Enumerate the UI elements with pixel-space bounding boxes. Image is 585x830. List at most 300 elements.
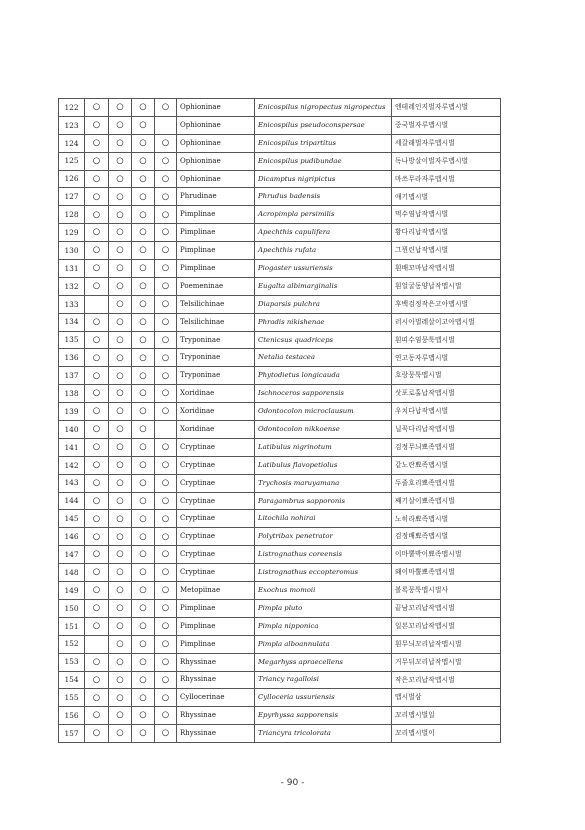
korean-name-cell: 연고동자루맵시벌 (392, 349, 501, 367)
korean-name-cell: 황다리납작맵시벌 (392, 224, 501, 242)
subfamily-cell: Cryptinae (177, 564, 255, 582)
row-number: 148 (59, 564, 85, 582)
presence-mark-3: ○ (132, 546, 155, 564)
presence-mark-2: ○ (109, 510, 132, 528)
presence-mark-1: ○ (85, 456, 109, 474)
row-number: 133 (59, 295, 85, 313)
scientific-name-cell: Ctenicsus quadriceps (255, 331, 392, 349)
korean-name-cell: 삿포로홀납작맵시벌 (392, 385, 501, 403)
presence-mark-1: ○ (85, 349, 109, 367)
presence-mark-2: ○ (109, 206, 132, 224)
presence-mark-1: ○ (85, 492, 109, 510)
presence-mark-2: ○ (109, 438, 132, 456)
scientific-name-cell: Apechthis rufata (255, 242, 392, 260)
presence-mark-2: ○ (109, 653, 132, 671)
presence-mark-1: ○ (85, 528, 109, 546)
table-row (59, 331, 501, 349)
presence-mark-1: ○ (85, 653, 109, 671)
presence-mark-3: ○ (132, 438, 155, 456)
table-row (59, 707, 501, 725)
korean-name-cell: 같노란뾰족맵시벌 (392, 456, 501, 474)
row-number: 126 (59, 170, 85, 188)
presence-mark-1: ○ (85, 582, 109, 600)
presence-mark-4: ○ (155, 295, 177, 313)
presence-mark-1: ○ (85, 134, 109, 152)
table-row (59, 528, 501, 546)
row-number: 153 (59, 653, 85, 671)
presence-mark-3: ○ (132, 134, 155, 152)
presence-mark-3: ○ (132, 456, 155, 474)
presence-mark-3: ○ (132, 492, 155, 510)
presence-mark-3: ○ (132, 295, 155, 313)
row-number: 140 (59, 421, 85, 439)
scientific-name-cell: Trychosis maruyamana (255, 474, 392, 492)
korean-name-cell: 꼬리맵시벌이 (392, 725, 501, 743)
scientific-name-cell (255, 99, 392, 117)
row-number: 127 (59, 188, 85, 206)
korean-name-cell: 일본꼬리납작맵시벌 (392, 617, 501, 635)
presence-mark-3: ○ (132, 403, 155, 421)
korean-name-cell: 흰무늬꼬리납작맵시벌 (392, 635, 501, 653)
presence-mark-3: ○ (132, 152, 155, 170)
presence-mark-1: ○ (85, 260, 109, 278)
presence-mark-3: ○ (132, 617, 155, 635)
korean-name-cell: 노히라뾰족맵시벌 (392, 510, 501, 528)
table-row (59, 134, 501, 152)
scientific-name-cell: Cylloceria ussuriensis (255, 689, 392, 707)
table-row (59, 367, 501, 385)
scientific-name-cell: Triancyra tricolorata (255, 725, 392, 743)
presence-mark-2: ○ (109, 582, 132, 600)
presence-mark-3: ○ (132, 277, 155, 295)
row-number: 152 (59, 635, 85, 653)
row-number: 124 (59, 134, 85, 152)
table-row (59, 260, 501, 278)
korean-name-cell: 엔테레인지벌자루맵시벌 (392, 99, 501, 117)
presence-mark-3: ○ (132, 528, 155, 546)
table-row (59, 635, 501, 653)
presence-mark-4: ○ (155, 349, 177, 367)
subfamily-cell: Cryptinae (177, 528, 255, 546)
subfamily-cell: Rhyssinae (177, 725, 255, 743)
row-number: 137 (59, 367, 85, 385)
korean-name-cell: 거무뒤꼬리납작맵시벌 (392, 653, 501, 671)
table-row (59, 349, 501, 367)
presence-mark-2: ○ (109, 331, 132, 349)
presence-mark-3: ○ (132, 331, 155, 349)
row-number: 138 (59, 385, 85, 403)
row-number: 147 (59, 546, 85, 564)
presence-mark-1: ○ (85, 99, 109, 117)
subfamily-cell: Telsilichinae (177, 313, 255, 331)
presence-mark-2: ○ (109, 617, 132, 635)
presence-mark-1 (85, 635, 109, 653)
table-row (59, 206, 501, 224)
table-row (59, 385, 501, 403)
korean-name-cell: 맵시벌삼 (392, 689, 501, 707)
scientific-name-cell: Listrognathus coreensis (255, 546, 392, 564)
subfamily-cell: Pimplinae (177, 206, 255, 224)
table-row (59, 295, 501, 313)
subfamily-cell: Pimplinae (177, 242, 255, 260)
row-number: 156 (59, 707, 85, 725)
scientific-name-cell: Paragambrus sapporonis (255, 492, 392, 510)
presence-mark-3: ○ (132, 260, 155, 278)
subfamily-cell: Ophioninae (177, 99, 255, 117)
row-number: 142 (59, 456, 85, 474)
presence-mark-3: ○ (132, 349, 155, 367)
row-number: 135 (59, 331, 85, 349)
row-number: 149 (59, 582, 85, 600)
presence-mark-2: ○ (109, 456, 132, 474)
presence-mark-1: ○ (85, 707, 109, 725)
presence-mark-2: ○ (109, 671, 132, 689)
presence-mark-2: ○ (109, 188, 132, 206)
subfamily-cell: Cyllocerinae (177, 689, 255, 707)
presence-mark-4: ○ (155, 564, 177, 582)
presence-mark-2: ○ (109, 367, 132, 385)
scientific-name-cell: Diaparsis pulchra (255, 295, 392, 313)
presence-mark-2: ○ (109, 689, 132, 707)
presence-mark-2: ○ (109, 134, 132, 152)
table-row (59, 170, 501, 188)
presence-mark-1: ○ (85, 277, 109, 295)
table-row (59, 403, 501, 421)
presence-mark-1: ○ (85, 725, 109, 743)
korean-name-cell: 흰얼굴동양납작맵시벌 (392, 277, 501, 295)
row-number: 145 (59, 510, 85, 528)
row-number: 154 (59, 671, 85, 689)
table-row (59, 617, 501, 635)
subfamily-cell: Cryptinae (177, 456, 255, 474)
presence-mark-2: ○ (109, 546, 132, 564)
subfamily-cell: Poemeninae (177, 277, 255, 295)
presence-mark-4: ○ (155, 331, 177, 349)
presence-mark-4: ○ (155, 188, 177, 206)
presence-mark-4: ○ (155, 99, 177, 117)
scientific-name-cell: Phrudus badensis (255, 188, 392, 206)
subfamily-cell: Rhyssinae (177, 671, 255, 689)
presence-mark-4: ○ (155, 224, 177, 242)
presence-mark-3: ○ (132, 421, 155, 439)
presence-mark-2: ○ (109, 528, 132, 546)
scientific-name-cell: Pimpla nipponica (255, 617, 392, 635)
presence-mark-2: ○ (109, 170, 132, 188)
scientific-name-cell: Ischnoceros sapporensis (255, 385, 392, 403)
presence-mark-1: ○ (85, 385, 109, 403)
table-row (59, 546, 501, 564)
presence-mark-4: ○ (155, 206, 177, 224)
presence-mark-3: ○ (132, 474, 155, 492)
subfamily-cell: Ophioninae (177, 116, 255, 134)
subfamily-cell: Tryponinae (177, 331, 255, 349)
table-row (59, 653, 501, 671)
presence-mark-4: ○ (155, 313, 177, 331)
scientific-name-cell: Odontocolon nikkoense (255, 421, 392, 439)
presence-mark-3: ○ (132, 367, 155, 385)
presence-mark-4: ○ (155, 635, 177, 653)
presence-mark-4: ○ (155, 582, 177, 600)
presence-mark-3: ○ (132, 188, 155, 206)
subfamily-cell: Cryptinae (177, 546, 255, 564)
presence-mark-3: ○ (132, 99, 155, 117)
subfamily-cell: Metopiinae (177, 582, 255, 600)
korean-name-cell: 중국벌자루맵시벌 (392, 116, 501, 134)
row-number: 130 (59, 242, 85, 260)
table-row (59, 492, 501, 510)
subfamily-cell: Cryptinae (177, 510, 255, 528)
presence-mark-1: ○ (85, 546, 109, 564)
korean-name-cell: 검정무늬뾰족맵시벌 (392, 438, 501, 456)
table-row (59, 421, 501, 439)
presence-mark-4: ○ (155, 725, 177, 743)
presence-mark-3: ○ (132, 653, 155, 671)
presence-mark-4: ○ (155, 367, 177, 385)
scientific-name-cell: Phradis nikishenae (255, 313, 392, 331)
scientific-name-cell: Pimpla alboannulata (255, 635, 392, 653)
korean-name-cell: 꼬리맵시벌일 (392, 707, 501, 725)
presence-mark-1: ○ (85, 403, 109, 421)
presence-mark-4: ○ (155, 510, 177, 528)
presence-mark-1: ○ (85, 188, 109, 206)
presence-mark-1: ○ (85, 367, 109, 385)
presence-mark-2: ○ (109, 295, 132, 313)
presence-mark-4: ○ (155, 385, 177, 403)
presence-mark-3: ○ (132, 689, 155, 707)
korean-name-cell: 먹수염납작맵시벌 (392, 206, 501, 224)
presence-mark-1: ○ (85, 510, 109, 528)
table-row (59, 188, 501, 206)
presence-mark-1: ○ (85, 152, 109, 170)
scientific-name-cell: Piogaster ussuriensis (255, 260, 392, 278)
row-number: 155 (59, 689, 85, 707)
presence-mark-3: ○ (132, 224, 155, 242)
korean-name-cell: 독나방살이벌자루맵시벌 (392, 152, 501, 170)
presence-mark-3: ○ (132, 564, 155, 582)
presence-mark-3: ○ (132, 116, 155, 134)
row-number: 134 (59, 313, 85, 331)
row-number: 151 (59, 617, 85, 635)
korean-name-cell: 왜이마뿔뾰족맵시벌 (392, 564, 501, 582)
subfamily-cell: Pimplinae (177, 617, 255, 635)
presence-mark-1 (85, 295, 109, 313)
table-row (59, 671, 501, 689)
scientific-name-cell: Enicospilus pudibundae (255, 152, 392, 170)
subfamily-cell: Rhyssinae (177, 653, 255, 671)
table-row (59, 99, 501, 117)
korean-name-cell: 애기맵시벌 (392, 188, 501, 206)
table-row (59, 277, 501, 295)
scientific-name-cell: Polytribax penetrator (255, 528, 392, 546)
scientific-name-cell: Apechthis capulifera (255, 224, 392, 242)
subfamily-cell: Pimplinae (177, 599, 255, 617)
subfamily-cell: Telsilichinae (177, 295, 255, 313)
scientific-name-cell: Pimpla pluto (255, 599, 392, 617)
presence-mark-4: ○ (155, 653, 177, 671)
korean-name-cell: 후백검정작은고아맵시벌 (392, 295, 501, 313)
table-row (59, 242, 501, 260)
presence-mark-4: ○ (155, 170, 177, 188)
presence-mark-4: ○ (155, 599, 177, 617)
presence-mark-1: ○ (85, 170, 109, 188)
presence-mark-2: ○ (109, 635, 132, 653)
presence-mark-2: ○ (109, 474, 132, 492)
presence-mark-2: ○ (109, 242, 132, 260)
presence-mark-1: ○ (85, 438, 109, 456)
presence-mark-3: ○ (132, 671, 155, 689)
presence-mark-2: ○ (109, 564, 132, 582)
row-number: 132 (59, 277, 85, 295)
subfamily-cell: Xoridinae (177, 385, 255, 403)
korean-name-cell: 두줄호리뾰족맵시벌 (392, 474, 501, 492)
scientific-name-cell: Latibulus nigrinotum (255, 438, 392, 456)
presence-mark-2: ○ (109, 725, 132, 743)
presence-mark-2: ○ (109, 492, 132, 510)
presence-mark-3: ○ (132, 242, 155, 260)
presence-mark-4: ○ (155, 474, 177, 492)
presence-mark-2: ○ (109, 403, 132, 421)
korean-name-cell: 검정배뾰족맵시벌 (392, 528, 501, 546)
row-number: 123 (59, 116, 85, 134)
subfamily-cell: Cryptinae (177, 438, 255, 456)
subfamily-cell: Pimplinae (177, 224, 255, 242)
presence-mark-1: ○ (85, 242, 109, 260)
presence-mark-3: ○ (132, 385, 155, 403)
table-row (59, 564, 501, 582)
subfamily-cell: Xoridinae (177, 403, 255, 421)
presence-mark-3: ○ (132, 725, 155, 743)
scientific-name-cell: Listrognathus eccopteromus (255, 564, 392, 582)
table-row (59, 599, 501, 617)
table-row (59, 224, 501, 242)
presence-mark-2: ○ (109, 277, 132, 295)
scientific-name-cell: Odontocolon microclausum (255, 403, 392, 421)
row-number: 131 (59, 260, 85, 278)
korean-name-cell: 끝남꼬리납작맵시벌 (392, 599, 501, 617)
korean-name-cell: 볼록뭉툭맵시벌사 (392, 582, 501, 600)
korean-name-cell: 닐꼭다리납작맵시벌 (392, 421, 501, 439)
presence-mark-2: ○ (109, 152, 132, 170)
table-row (59, 438, 501, 456)
row-number: 143 (59, 474, 85, 492)
species-table (58, 98, 501, 743)
presence-mark-4 (155, 421, 177, 439)
presence-mark-4: ○ (155, 277, 177, 295)
subfamily-cell: Tryponinae (177, 349, 255, 367)
scientific-name-cell: Netalia testacea (255, 349, 392, 367)
presence-mark-3: ○ (132, 206, 155, 224)
scientific-name-cell: Triancy ragalloisi (255, 671, 392, 689)
scientific-name-cell: Exochus momoii (255, 582, 392, 600)
presence-mark-4: ○ (155, 456, 177, 474)
scientific-name-text: Enicospilus nigropectus nigropectus (258, 103, 386, 112)
subfamily-cell: Pimplinae (177, 260, 255, 278)
row-number: 141 (59, 438, 85, 456)
korean-name-cell: 마쓰무라자루맵시벌 (392, 170, 501, 188)
table-row (59, 582, 501, 600)
presence-mark-4: ○ (155, 492, 177, 510)
row-number: 146 (59, 528, 85, 546)
subfamily-cell: Cryptinae (177, 474, 255, 492)
presence-mark-2: ○ (109, 349, 132, 367)
korean-name-cell: 호랑뭉툭맵시벌 (392, 367, 501, 385)
scientific-name-cell: Phytodietus longicauda (255, 367, 392, 385)
presence-mark-3: ○ (132, 582, 155, 600)
subfamily-cell: Pimplinae (177, 635, 255, 653)
scientific-name-cell: Latibulus flavopetiolus (255, 456, 392, 474)
presence-mark-4: ○ (155, 528, 177, 546)
table-row (59, 313, 501, 331)
row-number: 136 (59, 349, 85, 367)
korean-name-cell: 이마뿔박이뾰족맵시벌 (392, 546, 501, 564)
presence-mark-4 (155, 116, 177, 134)
subfamily-cell: Rhyssinae (177, 707, 255, 725)
row-number: 157 (59, 725, 85, 743)
presence-mark-1: ○ (85, 599, 109, 617)
table-row (59, 725, 501, 743)
presence-mark-1: ○ (85, 421, 109, 439)
scientific-name-cell: Epyrhyssa sapporensis (255, 707, 392, 725)
korean-name-cell: 작은꼬리납작맵시벌 (392, 671, 501, 689)
subfamily-cell: Tryponinae (177, 367, 255, 385)
korean-name-cell: 흰배꼬마납작맵시벌 (392, 260, 501, 278)
presence-mark-2: ○ (109, 421, 132, 439)
presence-mark-4: ○ (155, 438, 177, 456)
presence-mark-2: ○ (109, 707, 132, 725)
presence-mark-3: ○ (132, 599, 155, 617)
scientific-name-cell: Litochila nohirai (255, 510, 392, 528)
page-number: - 90 - (280, 778, 305, 788)
korean-name-cell: 우치다납작맵시벌 (392, 403, 501, 421)
presence-mark-1: ○ (85, 206, 109, 224)
row-number: 139 (59, 403, 85, 421)
row-number: 128 (59, 206, 85, 224)
table-row (59, 510, 501, 528)
scientific-name-cell: Acropimpla persimilis (255, 206, 392, 224)
subfamily-cell: Cryptinae (177, 492, 255, 510)
presence-mark-2: ○ (109, 260, 132, 278)
subfamily-cell: Ophioninae (177, 134, 255, 152)
presence-mark-3: ○ (132, 707, 155, 725)
row-number: 125 (59, 152, 85, 170)
presence-mark-1: ○ (85, 313, 109, 331)
presence-mark-4: ○ (155, 689, 177, 707)
table-row (59, 474, 501, 492)
table-row (59, 456, 501, 474)
presence-mark-3: ○ (132, 313, 155, 331)
table-row (59, 689, 501, 707)
presence-mark-1: ○ (85, 689, 109, 707)
species-table-body (59, 99, 501, 743)
subfamily-cell: Xoridinae (177, 421, 255, 439)
presence-mark-1: ○ (85, 224, 109, 242)
presence-mark-1: ○ (85, 116, 109, 134)
row-number: 122 (59, 99, 85, 117)
presence-mark-3: ○ (132, 170, 155, 188)
presence-mark-2: ○ (109, 116, 132, 134)
presence-mark-3: ○ (132, 510, 155, 528)
presence-mark-4: ○ (155, 617, 177, 635)
korean-name-cell: 째기살이뾰족맵시벌 (392, 492, 501, 510)
presence-mark-2: ○ (109, 99, 132, 117)
subfamily-cell: Ophioninae (177, 152, 255, 170)
presence-mark-4: ○ (155, 707, 177, 725)
row-number: 129 (59, 224, 85, 242)
presence-mark-2: ○ (109, 385, 132, 403)
table-row (59, 152, 501, 170)
presence-mark-4: ○ (155, 546, 177, 564)
subfamily-cell: Phrudinae (177, 188, 255, 206)
